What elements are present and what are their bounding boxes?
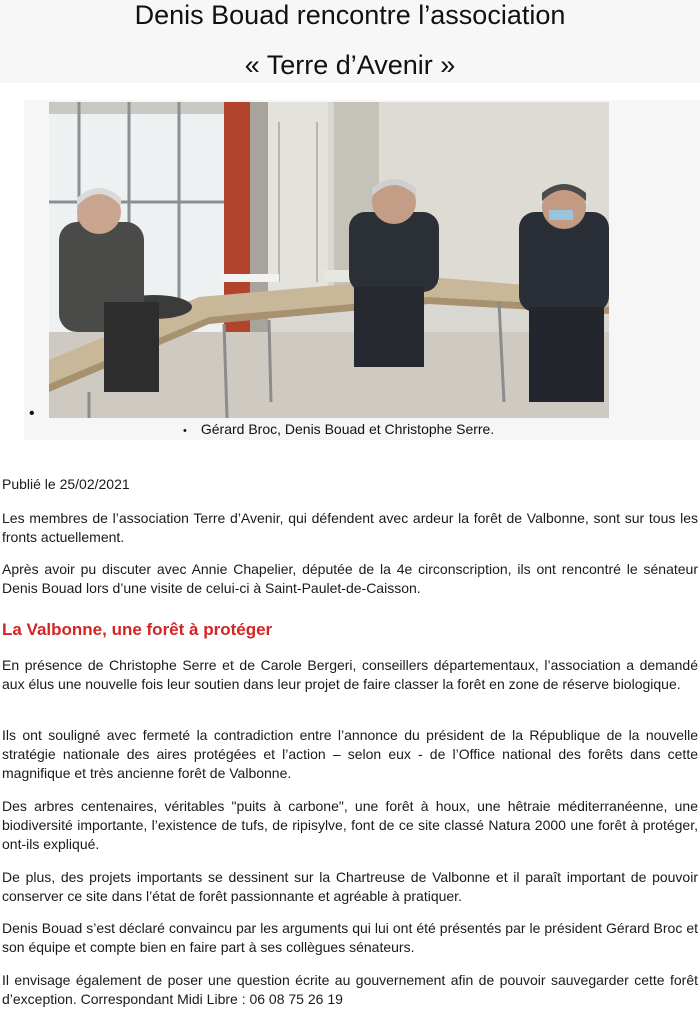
title-block — [0, 0, 700, 83]
paragraph-5: Des arbres centenaires, véritables "puits à carbone", une forêt à houx, une hêtraie méditerranéenne, une biodiversité importante, l’existence de tufs, de ripisylve, font de ce site classé Natura 2000 une forêt à protéger, ont-ils expliqué. — [2, 798, 698, 852]
article-photo[interactable] — [49, 102, 609, 418]
meeting-photo-illustration — [49, 102, 609, 418]
page-title-line-2: « Terre d’Avenir » — [244, 50, 456, 80]
paragraph-8: Il envisage également de poser une question écrite au gouvernement afin de pouvoir sauvegarder cette forêt d’exception. Correspondant Midi Libre : 06 08 75 26 19 — [2, 972, 698, 1007]
paragraph-7: Denis Bouad s’est déclaré convaincu par les arguments qui lui ont été présentés par le président Gérard Broc et son équipe et compte bien en faire part à ses collègues sénateurs. — [2, 920, 698, 955]
publish-date: Publié le 25/02/2021 — [2, 476, 130, 492]
page-title-line-1: Denis Bouad rencontre l’association — [134, 0, 566, 30]
paragraph-4: Ils ont souligné avec fermeté la contradiction entre l’annonce du président de la République de la nouvelle stratégie nationale des aires protégées et l’action – selon eux - de l’Office national des forêts dans cette magnifique et très ancienne forêt de Valbonne. — [2, 727, 698, 781]
caption-text: Gérard Broc, Denis Bouad et Christophe Serre. — [200, 421, 495, 437]
paragraph-2: Après avoir pu discuter avec Annie Chapelier, députée de la 4e circonscription, ils ont rencontré le sénateur Denis Bouad lors d’une visite de celui-ci à Saint-Paulet-de-Caisson. — [2, 561, 698, 596]
photo-caption — [183, 421, 494, 437]
caption-bullet: • — [183, 425, 187, 437]
paragraph-3: En présence de Christophe Serre et de Carole Bergeri, conseillers départementaux, l’association a demandé aux élus une nouvelle fois leur soutien dans leur projet de faire classer la forêt en zone de réserve biologique. — [2, 657, 698, 692]
paragraph-6: De plus, des projets importants se dessinent sur la Chartreuse de Valbonne et il paraît important de pouvoir conserver ce site dans l’état de forêt passionnante et agréable à pratiquer. — [2, 869, 698, 904]
section-heading: La Valbonne, une forêt à protéger — [2, 620, 273, 639]
photo-bullet: • — [29, 405, 35, 422]
paragraph-1: Les membres de l’association Terre d’Avenir, qui défendent avec ardeur la forêt de Valbonne, sont sur tous les fronts actuellement. — [2, 510, 698, 545]
